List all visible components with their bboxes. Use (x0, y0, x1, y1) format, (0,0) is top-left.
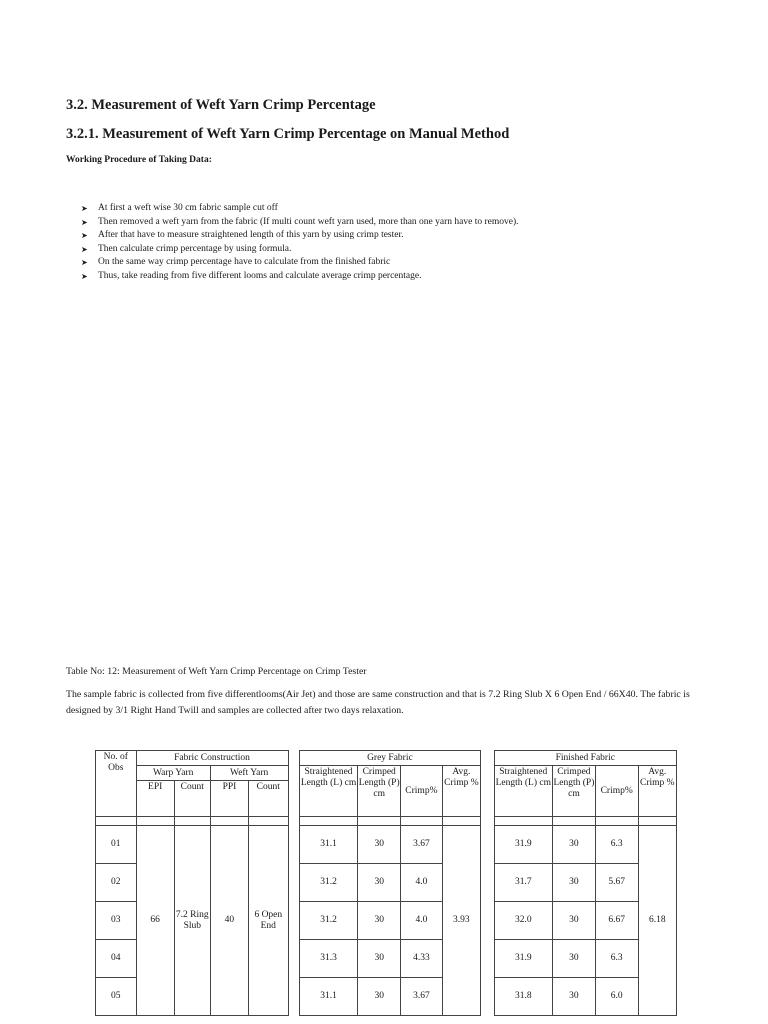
header-weft-yarn: Weft Yarn (210, 766, 288, 781)
description-paragraph: The sample fabric is collected from five differentlooms(Air Jet) and those are same construction and that is 7.2 Ring Slub X 6 Open End / 66X40. The fabric is designed by 3/1 Right Hand Twill and samples are collected after two days relaxation. (66, 689, 690, 716)
procedure-heading: Working Procedure of Taking Data: (66, 155, 212, 165)
obs-number: 04 (96, 940, 137, 978)
grey-straightened: 31.2 (299, 864, 358, 902)
header-finished-avg-crimp: Avg. Crimp % (638, 766, 676, 817)
grey-crimp-pct: 4.0 (401, 864, 443, 902)
header-grey-straightened: Straightened Length (L) cm (299, 766, 358, 817)
crimp-table (95, 750, 677, 1016)
table-caption: Table No: 12: Measurement of Weft Yarn Crimp Percentage on Crimp Tester (66, 666, 367, 677)
header-finished-fabric: Finished Fabric (494, 751, 677, 766)
finished-crimped: 30 (553, 940, 596, 978)
finished-crimped: 30 (553, 864, 596, 902)
weft-count-value: 6 Open End (249, 826, 288, 1016)
list-item: ➤ Then calculate crimp percentage by using formula. (81, 243, 518, 257)
grey-crimp-pct: 3.67 (401, 826, 443, 864)
list-item: ➤ Thus, take reading from five different looms and calculate average crimp percentage. (81, 270, 518, 284)
grey-crimp-pct: 4.0 (401, 902, 443, 940)
column-divider (481, 826, 495, 1016)
grey-crimped: 30 (358, 826, 401, 864)
finished-crimp-pct: 6.3 (595, 940, 638, 978)
finished-straightened: 31.8 (494, 978, 553, 1016)
obs-number: 05 (96, 978, 137, 1016)
subsection-heading: 3.2.1. Measurement of Weft Yarn Crimp Percentage on Manual Method (66, 126, 510, 142)
grey-crimped: 30 (358, 902, 401, 940)
warp-count-value: 7.2 Ring Slub (174, 826, 210, 1016)
grey-straightened: 31.1 (299, 826, 358, 864)
header-ppi: PPI (210, 781, 248, 817)
arrow-bullet-icon: ➤ (81, 231, 88, 241)
finished-straightened: 31.9 (494, 826, 553, 864)
column-divider (288, 826, 299, 1016)
arrow-bullet-icon: ➤ (81, 258, 88, 268)
header-fabric-construction: Fabric Construction (136, 751, 288, 766)
header-grey-crimp-pct: Crimp% (401, 766, 443, 817)
list-item: ➤ At first a weft wise 30 cm fabric sample cut off (81, 202, 518, 216)
header-weft-count: Count (249, 781, 288, 817)
column-divider (481, 751, 495, 817)
finished-crimped: 30 (553, 978, 596, 1016)
grey-straightened: 31.2 (299, 902, 358, 940)
obs-number: 01 (96, 826, 137, 864)
section-heading: 3.2. Measurement of Weft Yarn Crimp Percentage (66, 97, 376, 113)
header-finished-straightened: Straightened Length (L) cm (494, 766, 553, 817)
finished-crimp-pct: 6.0 (595, 978, 638, 1016)
list-item: ➤ On the same way crimp percentage have to calculate from the finished fabric (81, 256, 518, 270)
arrow-bullet-icon: ➤ (81, 244, 88, 254)
grey-crimp-pct: 4.33 (401, 940, 443, 978)
header-no-obs: No. of Obs (96, 751, 137, 817)
arrow-bullet-icon: ➤ (81, 271, 88, 281)
header-finished-crimp-pct: Crimp% (595, 766, 638, 817)
finished-crimp-pct: 6.67 (595, 902, 638, 940)
finished-avg-crimp-value: 6.18 (638, 826, 676, 1016)
grey-crimped: 30 (358, 940, 401, 978)
ppi-value: 40 (210, 826, 248, 1016)
header-epi: EPI (136, 781, 174, 817)
header-grey-crimped: Crimped Length (P) cm (358, 766, 401, 817)
grey-crimped: 30 (358, 978, 401, 1016)
procedure-list (81, 202, 518, 284)
finished-straightened: 31.9 (494, 940, 553, 978)
header-grey-fabric: Grey Fabric (299, 751, 480, 766)
grey-avg-crimp-value: 3.93 (442, 826, 480, 1016)
finished-straightened: 31.7 (494, 864, 553, 902)
finished-crimp-pct: 5.67 (595, 864, 638, 902)
arrow-bullet-icon: ➤ (81, 204, 88, 213)
grey-crimped: 30 (358, 864, 401, 902)
header-finished-crimped: Crimped Length (P) cm (553, 766, 596, 817)
grey-straightened: 31.3 (299, 940, 358, 978)
header-grey-avg-crimp: Avg. Crimp % (442, 766, 480, 817)
column-divider (288, 751, 299, 817)
epi-value: 66 (136, 826, 174, 1016)
finished-straightened: 32.0 (494, 902, 553, 940)
grey-straightened: 31.1 (299, 978, 358, 1016)
header-warp-yarn: Warp Yarn (136, 766, 210, 781)
grey-crimp-pct: 3.67 (401, 978, 443, 1016)
finished-crimped: 30 (553, 826, 596, 864)
finished-crimp-pct: 6.3 (595, 826, 638, 864)
arrow-bullet-icon: ➤ (81, 217, 88, 227)
list-item: ➤ After that have to measure straightened length of this yarn by using crimp tester. (81, 229, 518, 243)
header-warp-count: Count (174, 781, 210, 817)
obs-number: 03 (96, 902, 137, 940)
finished-crimped: 30 (553, 902, 596, 940)
list-item: ➤ Then removed a weft yarn from the fabric (If multi count weft yarn used, more than one yarn have to remove). (81, 216, 518, 230)
obs-number: 02 (96, 864, 137, 902)
table-row (96, 826, 677, 864)
